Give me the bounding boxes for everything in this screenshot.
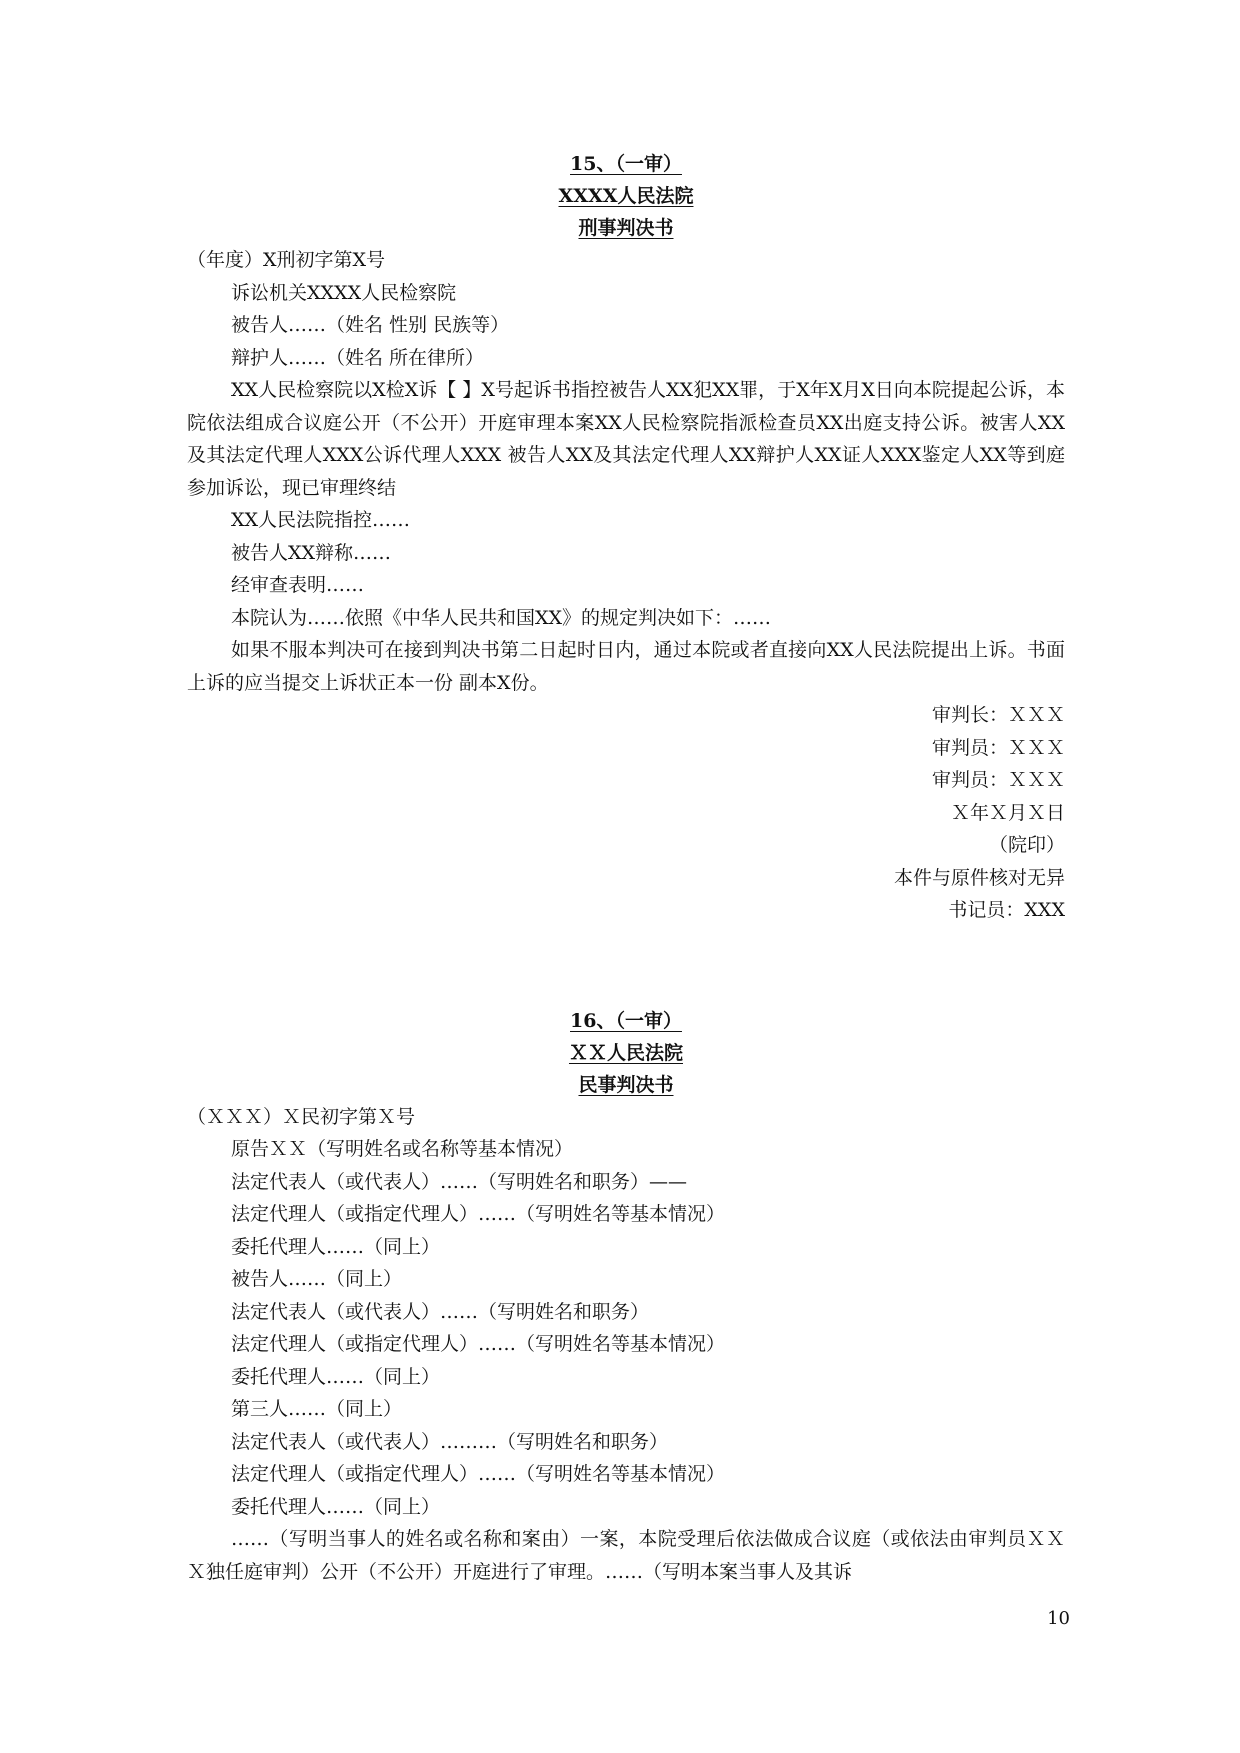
section16-case-number: （ＸＸＸ）Ｘ民初字第Ｘ号 [187, 1105, 416, 1128]
section16-party-line: 法定代表人（或代表人）………（写明姓名和职务） [231, 1430, 669, 1453]
section15-short-line: 经审查表明…… [231, 574, 365, 596]
signature-line: 审判员：ＸＸＸ [931, 736, 1065, 759]
section16-party-line: 法定代表人（或代表人）……（写明姓名和职务）—— [231, 1170, 688, 1193]
section16-party-line: 被告人……（同上） [231, 1268, 403, 1290]
signature-line: 审判长：ＸＸＸ [931, 704, 1065, 726]
section16-party-line: 委托代理人……（同上） [231, 1495, 441, 1518]
section16-heading: 16、（一审） [570, 1009, 682, 1032]
section16-party-line: 法定代理人（或指定代理人）……（写明姓名等基本情况） [231, 1463, 726, 1485]
section16-party-line: 法定代理人（或指定代理人）……（写明姓名等基本情况） [231, 1333, 726, 1355]
section15-heading: 15、（一审） [570, 153, 682, 175]
date-line: Ｘ年Ｘ月Ｘ日 [950, 801, 1065, 824]
section15-court-title: XXXX人民法院 [558, 185, 694, 207]
section15-body-paragraph: XX人民检察院以X检X诉【 】X号起诉书指控被告人XX犯XX罪，于X年X月X日向本院提起公诉，本院依法组成合议庭公开（不公开）开庭审理本案XX人民检察院指派检查员XX出庭支持公诉。被害人XX及其法定代理人XXX公诉代理人XXX 被告人XX及其法定代理人XX辩护人XX证人XXX鉴定人XX等到庭参加诉讼，现已审理终结 [187, 379, 1065, 499]
verification-line: 本件与原件核对无异 [893, 866, 1065, 889]
section15-doc-type: 刑事判决书 [578, 217, 674, 239]
section15-short-line: 被告人XX辩称…… [231, 541, 392, 564]
section-spacer [187, 927, 1065, 1005]
section15-appeal-paragraph: 如果不服本判决可在接到判决书第二日起时日内，通过本院或者直接向XX人民法院提出上诉。书面上诉的应当提交上诉状正本一份 副本X份。 [187, 639, 1065, 694]
section16-party-line: 第三人……（同上） [231, 1398, 403, 1420]
section16-body-paragraph: ……（写明当事人的姓名或名称和案由）一案，本院受理后依法做成合议庭（或依法由审判员ＸＸＸ独任庭审判）公开（不公开）开庭进行了审理。……（写明本案当事人及其诉 [187, 1528, 1065, 1583]
document-content [187, 148, 1065, 1588]
section16-party-line: 委托代理人……（同上） [231, 1235, 441, 1258]
section16-party-line: 法定代表人（或代表人）……（写明姓名和职务） [231, 1300, 650, 1323]
section16-party-line: 委托代理人……（同上） [231, 1365, 441, 1388]
section15-short-line: 本院认为……依照《中华人民共和国XX》的规定判决如下：…… [231, 606, 772, 629]
section15-short-line: XX人民法院指控…… [231, 509, 411, 531]
court-seal-line: （院印） [988, 834, 1065, 856]
section16-doc-type: 民事判决书 [578, 1073, 674, 1096]
section15-party-line: 诉讼机关XXXX人民检察院 [231, 281, 457, 304]
section16-party-line: 原告ＸＸ（写明姓名或名称等基本情况） [231, 1138, 574, 1160]
clerk-line: 书记员：XXX [948, 899, 1065, 921]
section15-party-line: 被告人……（姓名 性别 民族等） [231, 314, 510, 336]
page-number: 10 [1047, 1608, 1070, 1629]
section15-party-line: 辩护人……（姓名 所在律所） [231, 346, 485, 369]
section16-party-line: 法定代理人（或指定代理人）……（写明姓名等基本情况） [231, 1203, 726, 1225]
signature-line: 审判员：ＸＸＸ [931, 769, 1065, 791]
section16-court-title: ＸＸ人民法院 [568, 1041, 683, 1064]
section15-case-number: （年度）X刑初字第X号 [187, 249, 386, 271]
section15-signature-block [187, 699, 1065, 927]
